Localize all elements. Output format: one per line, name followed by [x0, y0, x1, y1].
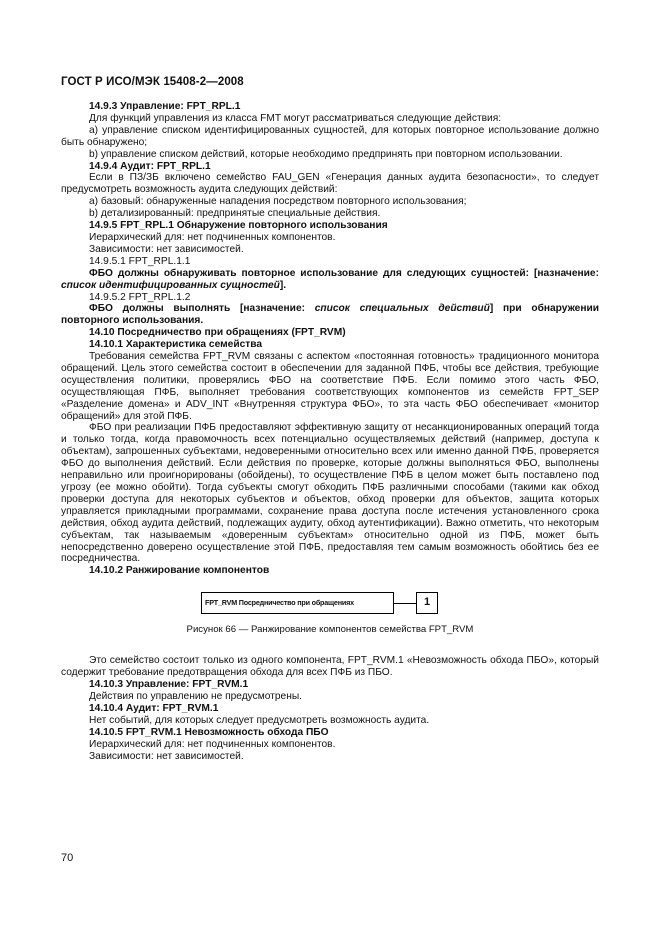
paragraph: Если в ПЗ/ЗБ включено семейство FAU_GEN «Генерация данных аудита безопасности», то следует предусмотреть возможность аудита следующих действий:	[61, 172, 599, 196]
requirement-text: ].	[279, 279, 287, 291]
list-item: a) базовый: обнаруженные нападения посредством повторного использования;	[89, 196, 467, 208]
heading-14-9-3: 14.9.3 Управление: FPT_RPL.1	[89, 101, 241, 112]
requirement-text: ФБО должны обнаруживать повторное использование для следующих сущностей: [назначение:	[89, 267, 599, 279]
assignment-text: список идентифицированных сущностей	[61, 279, 280, 291]
list-item: b) управление списком действий, которые необходимо предпринять при повторном использовании.	[89, 148, 563, 160]
requirement-element	[61, 268, 599, 292]
assignment-text: список специальных действий	[314, 303, 490, 315]
requirement-text: ФБО должны выполнять [назначение:	[89, 303, 315, 315]
heading-14-10-1: 14.10.1 Характеристика семейства	[89, 339, 263, 351]
heading-14-10-3: 14.10.3 Управление: FPT_RVM.1	[89, 679, 249, 691]
requirement-text: ] при обнаружении повторного использования.	[61, 303, 599, 327]
spacer	[61, 643, 599, 655]
connector-line	[394, 603, 416, 604]
element-id: 14.9.5.2 FPT_RPL.1.2	[89, 291, 191, 303]
paragraph: Это семейство состоит только из одного компонента, FPT_RVM.1 «Невозможность обхода ПБО», который содержит требование предотвращения обхода для всех ПФБ из ПБО.	[61, 655, 599, 679]
hierarchy-note: Иерархический для: нет подчиненных компонентов.	[89, 738, 336, 750]
paragraph: ФБО при реализации ПФБ предоставляют эффективную защиту от несанкционированных операций тогда и только тогда, когда правомочность всех потенциально осуществляемых действий (например, доступа к объектам), запрошенных субъектами, недоверенными относительно всех или именно данной ПФБ, проверяется ФБО до выполнения действий. Если действия по проверке, которые должны выполняться ФБО, выполнены неправильно или проигнорированы (обойдены), то осуществление ПФБ в целом может быть поставлено под угрозу (ее можно обойти). Тогда субъекты смогут обходить ПФБ различными способами (такими как обход проверки доступа для некоторых субъектов и объектов, обход проверки для объектов, защита которых управляется прикладными программами, сохранение права доступа после истечения установленного срока действия, обход аудита действий, подлежащих аудиту, обход аутентификации). Важно отметить, что некоторым субъектам, так называемым «доверенным субъектам» относительно одной из ПФБ, может быть непосредственно доверено осуществление этой ПФБ, предоставляя тем самым возможность обойтись без ее посредничества.	[61, 422, 599, 565]
document-header: ГОСТ Р ИСО/МЭК 15408-2—2008	[61, 76, 244, 88]
paragraph: Требования семейства FPT_RVM связаны с аспектом «постоянная готовность» традиционного монитора обращений. Цель этого семейства состоит в обеспечении для заданной ПФБ, чтобы все действия, требующие осуществления политики, проверялись ФБО на соответствие ПФБ. Если помимо этого часть ФБО, осуществляющая ПФБ, выполняет требования соответствующих компонентов из семейств FPT_SEP «Разделение домена» и ADV_INT «Внутренняя структура ФБО», то эта часть ФБО обеспечивает «монитор обращений» для этой ПФБ.	[61, 351, 599, 422]
figure-caption: Рисунок 66 — Ранжирование компонентов семейства FPT_RVM	[186, 624, 474, 636]
paragraph: Для функций управления из класса FMT могут рассматриваться следующие действия:	[89, 112, 502, 124]
element-id: 14.9.5.1 FPT_RPL.1.1	[89, 255, 191, 267]
heading-14-9-4: 14.9.4 Аудит: FPT_RPL.1	[89, 160, 211, 172]
page-number: 70	[61, 852, 74, 864]
figure-component-levelling	[61, 589, 599, 643]
family-box: FPT_RVM Посредничество при обращениях	[201, 592, 394, 614]
heading-14-10: 14.10 Посредничество при обращениях (FPT_RVM)	[89, 327, 346, 339]
paragraph: Действия по управлению не предусмотрены.	[89, 690, 302, 702]
heading-14-10-4: 14.10.4 Аудит: FPT_RVM.1	[89, 702, 219, 714]
heading-14-10-2: 14.10.2 Ранжирование компонентов	[89, 565, 270, 577]
hierarchy-note: Иерархический для: нет подчиненных компонентов.	[89, 231, 336, 243]
paragraph: Нет событий, для которых следует предусмотреть возможность аудита.	[89, 714, 430, 726]
requirement-element	[61, 303, 599, 327]
page-body	[61, 101, 599, 762]
dependencies-note: Зависимости: нет зависимостей.	[89, 750, 244, 762]
list-item: b) детализированный: предпринятые специальные действия.	[89, 208, 381, 220]
dependencies-note: Зависимости: нет зависимостей.	[89, 243, 244, 255]
heading-14-9-5: 14.9.5 FPT_RPL.1 Обнаружение повторного использования	[89, 220, 388, 232]
heading-14-10-5: 14.10.5 FPT_RVM.1 Невозможность обхода ПБО	[89, 726, 329, 738]
list-item: a) управление списком идентифицированных сущностей, для которых повторное использование должно быть обнаружено;	[61, 124, 599, 148]
component-number-box: 1	[416, 592, 438, 614]
